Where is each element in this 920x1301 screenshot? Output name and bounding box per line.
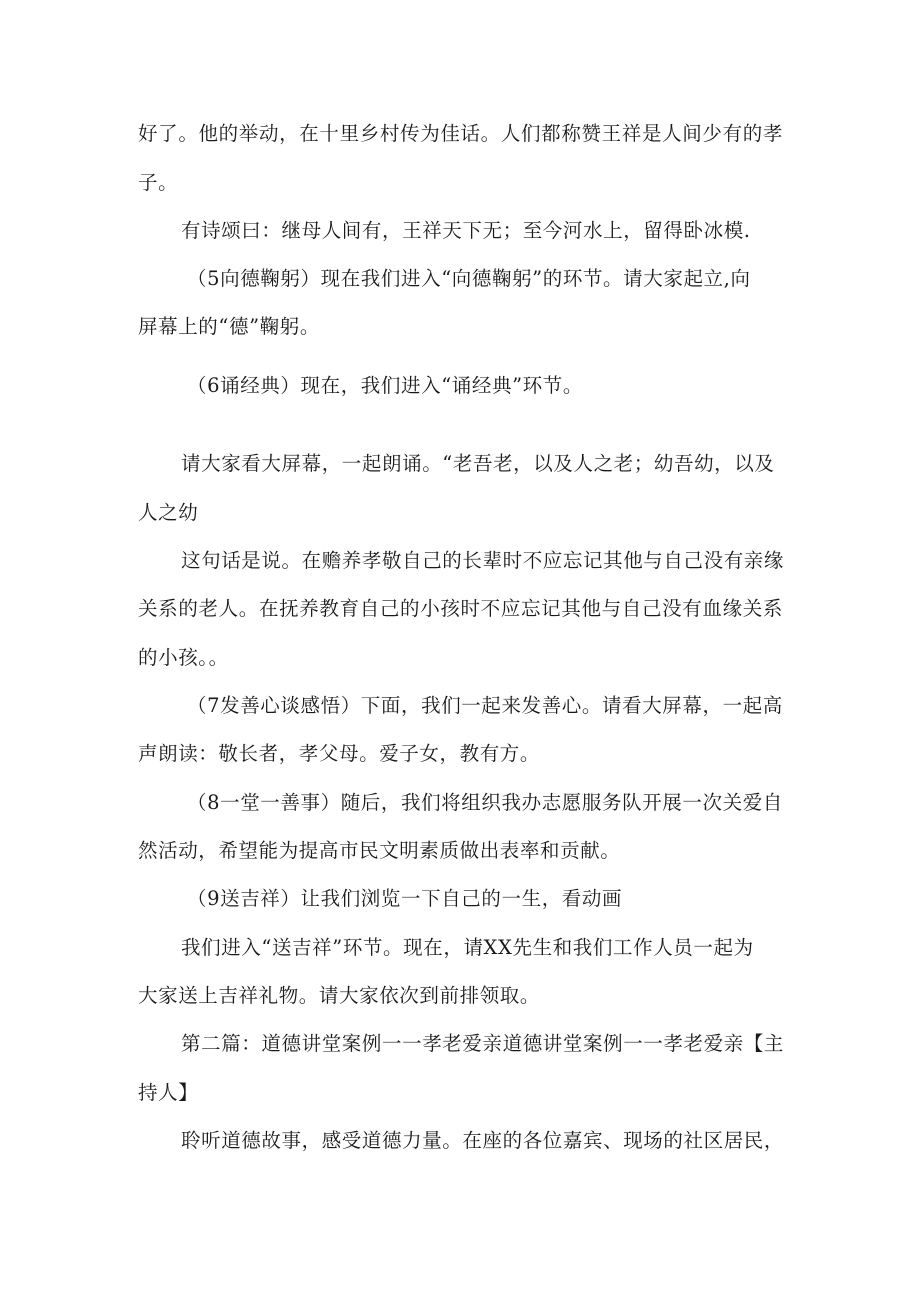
text-line-17: 我们进入“送吉祥”环节。现在，请XX先生和我们工作人员一起为: [181, 936, 754, 959]
text-line-12: （7发善心谈感悟）下面，我们一起来发善心。请看大屏幕，一起高: [187, 694, 783, 717]
text-line-14: （8一堂一善事）随后，我们将组织我办志愿服务队开展一次关爱自: [187, 791, 783, 814]
text-line-20: 持人】: [138, 1081, 199, 1104]
text-line-10: 关系的老人。在抚养教育自己的小孩时不应忘记其他与自己没有血缘关系: [138, 597, 783, 620]
text-line-3: 有诗颂曰：继母人间有，王祥天下无；至今河水上，留得卧冰模.: [181, 219, 751, 242]
text-line-11: 的小孩。。: [138, 646, 229, 669]
text-line-7: 请大家看大屏幕，一起朗诵。“老吾老，以及人之老；幼吾幼，以及: [181, 452, 775, 475]
text-line-6: （6诵经典）现在，我们进入“诵经典”环节。: [187, 374, 583, 397]
text-line-19: 第二篇：道德讲堂案例一一孝老爱亲道德讲堂案例一一孝老爱亲【主: [181, 1032, 785, 1055]
text-line-1: 好了。他的举动，在十里乡村传为佳话。人们都称赞王祥是人间少有的孝: [138, 122, 783, 145]
text-line-16: （9送吉祥）让我们浏览一下自己的一生，看动画: [187, 887, 623, 910]
text-line-8: 人之幼: [138, 501, 199, 524]
text-line-18: 大家送上吉祥礼物。请大家依次到前排领取。: [138, 984, 541, 1007]
text-line-5: 屏幕上的“德”鞠躬。: [138, 315, 320, 338]
text-line-9: 这句话是说。在赡养孝敬自己的长辈时不应忘记其他与自己没有亲缘: [181, 549, 785, 572]
text-line-21: 聆听道德故事，感受道德力量。在座的各位嘉宾、现场的社区居民，: [181, 1129, 785, 1152]
text-line-4: （5向德鞠躬）现在我们进入“向德鞠躬”的环节。请大家起立,向: [187, 267, 751, 290]
text-line-15: 然活动，希望能为提高市民文明素质做出表率和贡献。: [138, 839, 621, 862]
text-line-2: 子。: [138, 171, 179, 194]
text-line-13: 声朗读：敬长者，孝父母。爱子女，教有方。: [138, 742, 541, 765]
